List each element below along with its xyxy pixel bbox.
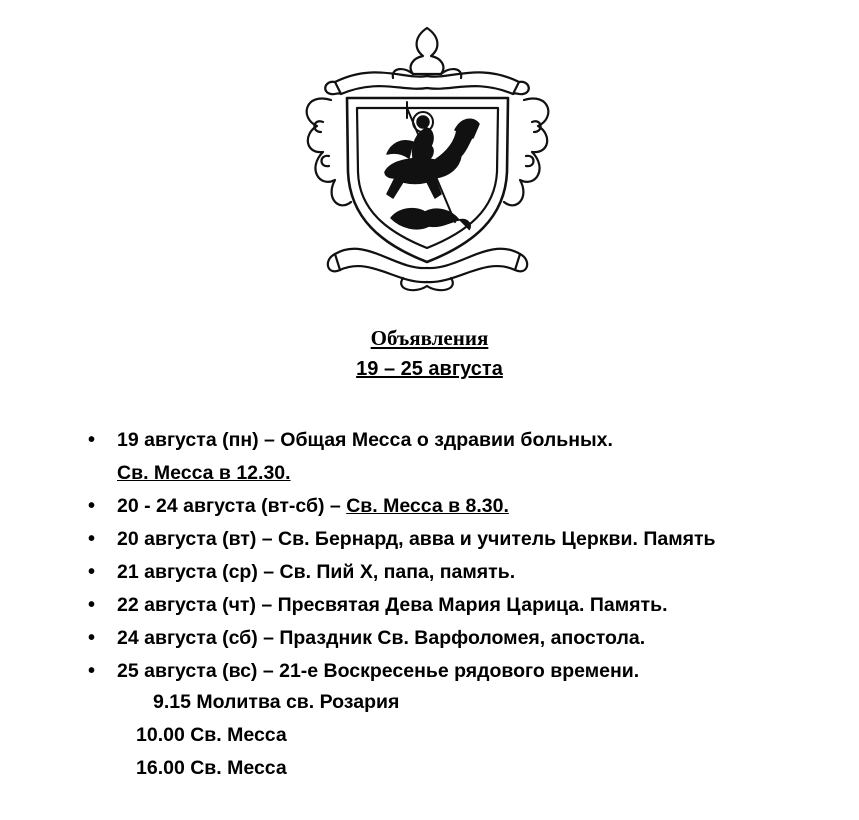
date-range: 19 – 25 августа: [356, 358, 503, 380]
list-item: [88, 622, 716, 655]
list-item: [88, 655, 716, 688]
item-text: 22 августа (чт) – Пресвятая Дева Мария Царица. Память.: [117, 594, 668, 616]
item-text: 21 августа (ср) – Св. Пий X, папа, память.: [117, 561, 516, 583]
item-text: 24 августа (сб) – Праздник Св. Варфоломея, апостола.: [117, 627, 646, 649]
schedule-mass-1600: 16.00 Св. Месса: [136, 757, 287, 779]
page-title: Объявления: [370, 326, 489, 350]
item-underlined-text: Св. Месса в 8.30.: [346, 495, 509, 517]
item-text: 20 августа (вт) – Св. Бернард, авва и учитель Церкви. Память: [117, 528, 716, 550]
list-item: [88, 556, 716, 589]
list-item: [88, 523, 716, 556]
item-text: 25 августа (вс) – 21-е Воскресенье рядового времени.: [117, 660, 640, 682]
item-underlined-text: Св. Месса в 12.30.: [117, 462, 291, 484]
announcement-list: [88, 424, 716, 688]
schedule-mass-1000: 10.00 Св. Месса: [136, 724, 287, 746]
schedule-rosary: 9.15 Молитва св. Розария: [153, 691, 400, 713]
item-text: 20 - 24 августа (вт-сб) –: [117, 495, 347, 517]
coat-of-arms-emblem: [295, 22, 560, 297]
list-item: [88, 490, 716, 523]
list-item: [88, 589, 716, 622]
item-text: 19 августа (пн) – Общая Месса о здравии больных.: [117, 429, 613, 451]
list-item: [88, 424, 716, 490]
